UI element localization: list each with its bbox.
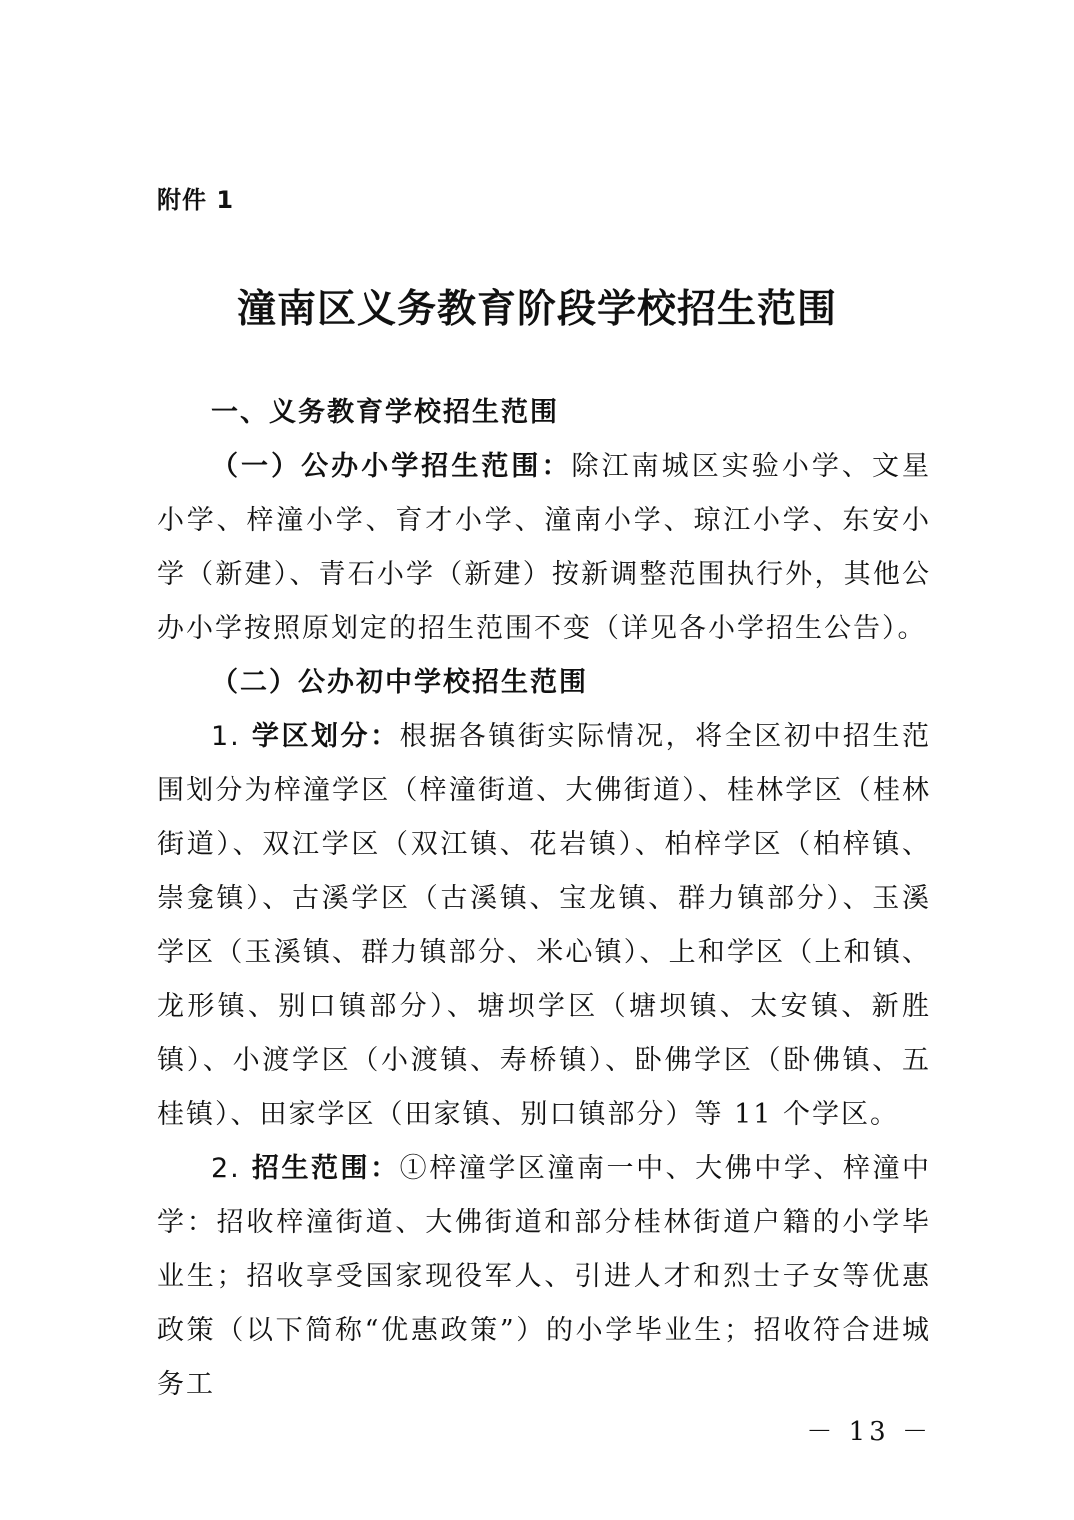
document-title: 潼南区义务教育阶段学校招生范围: [236, 286, 837, 332]
paragraph-primary-school: [157, 440, 931, 656]
item-2-text: ①梓潼学区潼南一中、大佛中学、梓潼中学：招收梓潼街道、大佛街道和部分桂林街道户籍的小学毕业生；招收享受国家现役军人、引进人才和烈士子女等优惠政策（以下简称“优惠政策”）的小学毕业生；招收符合进城务工: [157, 1153, 932, 1400]
item-2-number: 2.: [211, 1153, 252, 1184]
primary-school-lead: （一）公办小学招生范围：: [211, 451, 572, 482]
item-2-lead: 招生范围：: [251, 1153, 400, 1184]
item-1-number: 1.: [211, 721, 252, 752]
attachment-label: 附件 1: [157, 186, 235, 214]
document-body: [157, 386, 931, 1412]
page-number: － 13 －: [806, 1417, 932, 1447]
paragraph-enrollment-scope: [157, 1142, 931, 1412]
item-1-lead: 学区划分：: [251, 721, 400, 752]
item-1-text: 根据各镇街实际情况，将全区初中招生范围划分为梓潼学区（梓潼街道、大佛街道）、桂林学区（桂林街道）、双江学区（双江镇、花岩镇）、柏梓学区（柏梓镇、崇龛镇）、古溪学区（古溪镇、宝龙镇、群力镇部分）、玉溪学区（玉溪镇、群力镇部分、米心镇）、上和学区（上和镇、龙形镇、别口镇部分）、塘坝学区（塘坝镇、太安镇、新胜镇）、小渡学区（小渡镇、寿桥镇）、卧佛学区（卧佛镇、五桂镇）、田家学区（田家镇、别口镇部分）等 11 个学区。: [157, 721, 932, 1130]
paragraph-district-division: [157, 710, 931, 1142]
subsection-heading: [157, 656, 931, 710]
primary-school-text: 除江南城区实验小学、文星小学、梓潼小学、育才小学、潼南小学、琼江小学、东安小学（新建）、青石小学（新建）按新调整范围执行外，其他公办小学按照原划定的招生范围不变（详见各小学招生公告）。: [157, 451, 932, 644]
section-heading: [157, 386, 931, 440]
section-heading-text: 一、义务教育学校招生范围: [211, 397, 559, 428]
junior-school-heading: （二）公办初中学校招生范围: [211, 667, 588, 698]
